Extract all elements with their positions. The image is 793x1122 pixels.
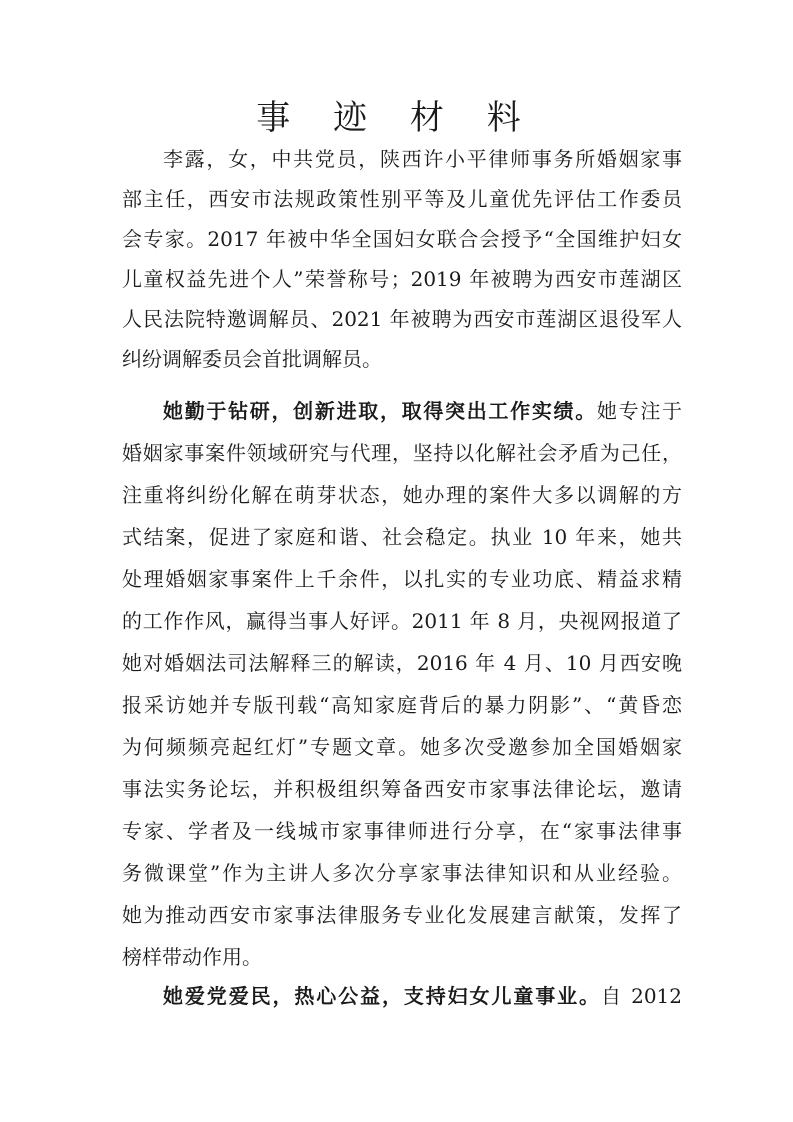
- paragraph-line: 报采访她并专版刊载“高知家庭背后的暴力阴影”、“黄昏恋: [122, 693, 682, 717]
- paragraph-line: 处理婚姻家事案件上千余件，以扎实的专业功底、精益求精: [122, 567, 682, 591]
- document-title: 事 迹 材 料: [256, 98, 537, 138]
- paragraph-line: 她为推动西安市家事法律服务专业化发展建言献策，发挥了: [122, 903, 682, 927]
- paragraph-line: 李露，女，中共党员，陕西许小平律师事务所婚姻家事: [163, 147, 682, 171]
- paragraph-lead-text: 自 2012: [600, 984, 683, 1008]
- paragraph-line: 榜样带动作用。: [122, 945, 262, 969]
- paragraph-line: 为何频频亮起红灯”专题文章。她多次受邀参加全国婚姻家: [122, 735, 682, 759]
- paragraph-line: 会专家。2017 年被中华全国妇女联合会授予“全国维护妇女: [122, 227, 682, 251]
- paragraph-line: 的工作作风，赢得当事人好评。2011 年 8 月，央视网报道了: [122, 609, 682, 633]
- paragraph-line: 儿童权益先进个人”荣誉称号；2019 年被聘为西安市莲湖区: [122, 267, 682, 291]
- paragraph-line: 式结案，促进了家庭和谐、社会稳定。执业 10 年来，她共: [122, 525, 682, 549]
- paragraph-lead-bold: 她勤于钻研，创新进取，取得突出工作实绩。: [163, 399, 597, 423]
- paragraph-lead-line: [163, 983, 682, 1009]
- paragraph-line: 注重将纠纷化解在萌芽状态，她办理的案件大多以调解的方: [122, 483, 682, 507]
- paragraph-line: 纠纷调解委员会首批调解员。: [122, 347, 382, 371]
- paragraph-line: 务微课堂”作为主讲人多次分享家事法律知识和从业经验。: [122, 861, 682, 885]
- paragraph-line: 专家、学者及一线城市家事律师进行分享，在“家事法律事: [122, 819, 682, 843]
- paragraph-lead-text: 她专注于: [596, 399, 683, 423]
- paragraph-line: 婚姻家事案件领域研究与代理，坚持以化解社会矛盾为己任，: [122, 441, 682, 465]
- paragraph-line: 人民法院特邀调解员、2021 年被聘为西安市莲湖区退役军人: [122, 307, 682, 331]
- paragraph-line: 部主任，西安市法规政策性别平等及儿童优先评估工作委员: [122, 187, 682, 211]
- paragraph-lead-bold: 她爱党爱民，热心公益，支持妇女儿童事业。: [163, 984, 601, 1008]
- paragraph-lead-line: [163, 398, 682, 424]
- paragraph-line: 她对婚姻法司法解释三的解读，2016 年 4 月、10 月西安晚: [122, 651, 682, 675]
- paragraph-line: 事法实务论坛，并积极组织筹备西安市家事法律论坛，邀请: [122, 777, 682, 801]
